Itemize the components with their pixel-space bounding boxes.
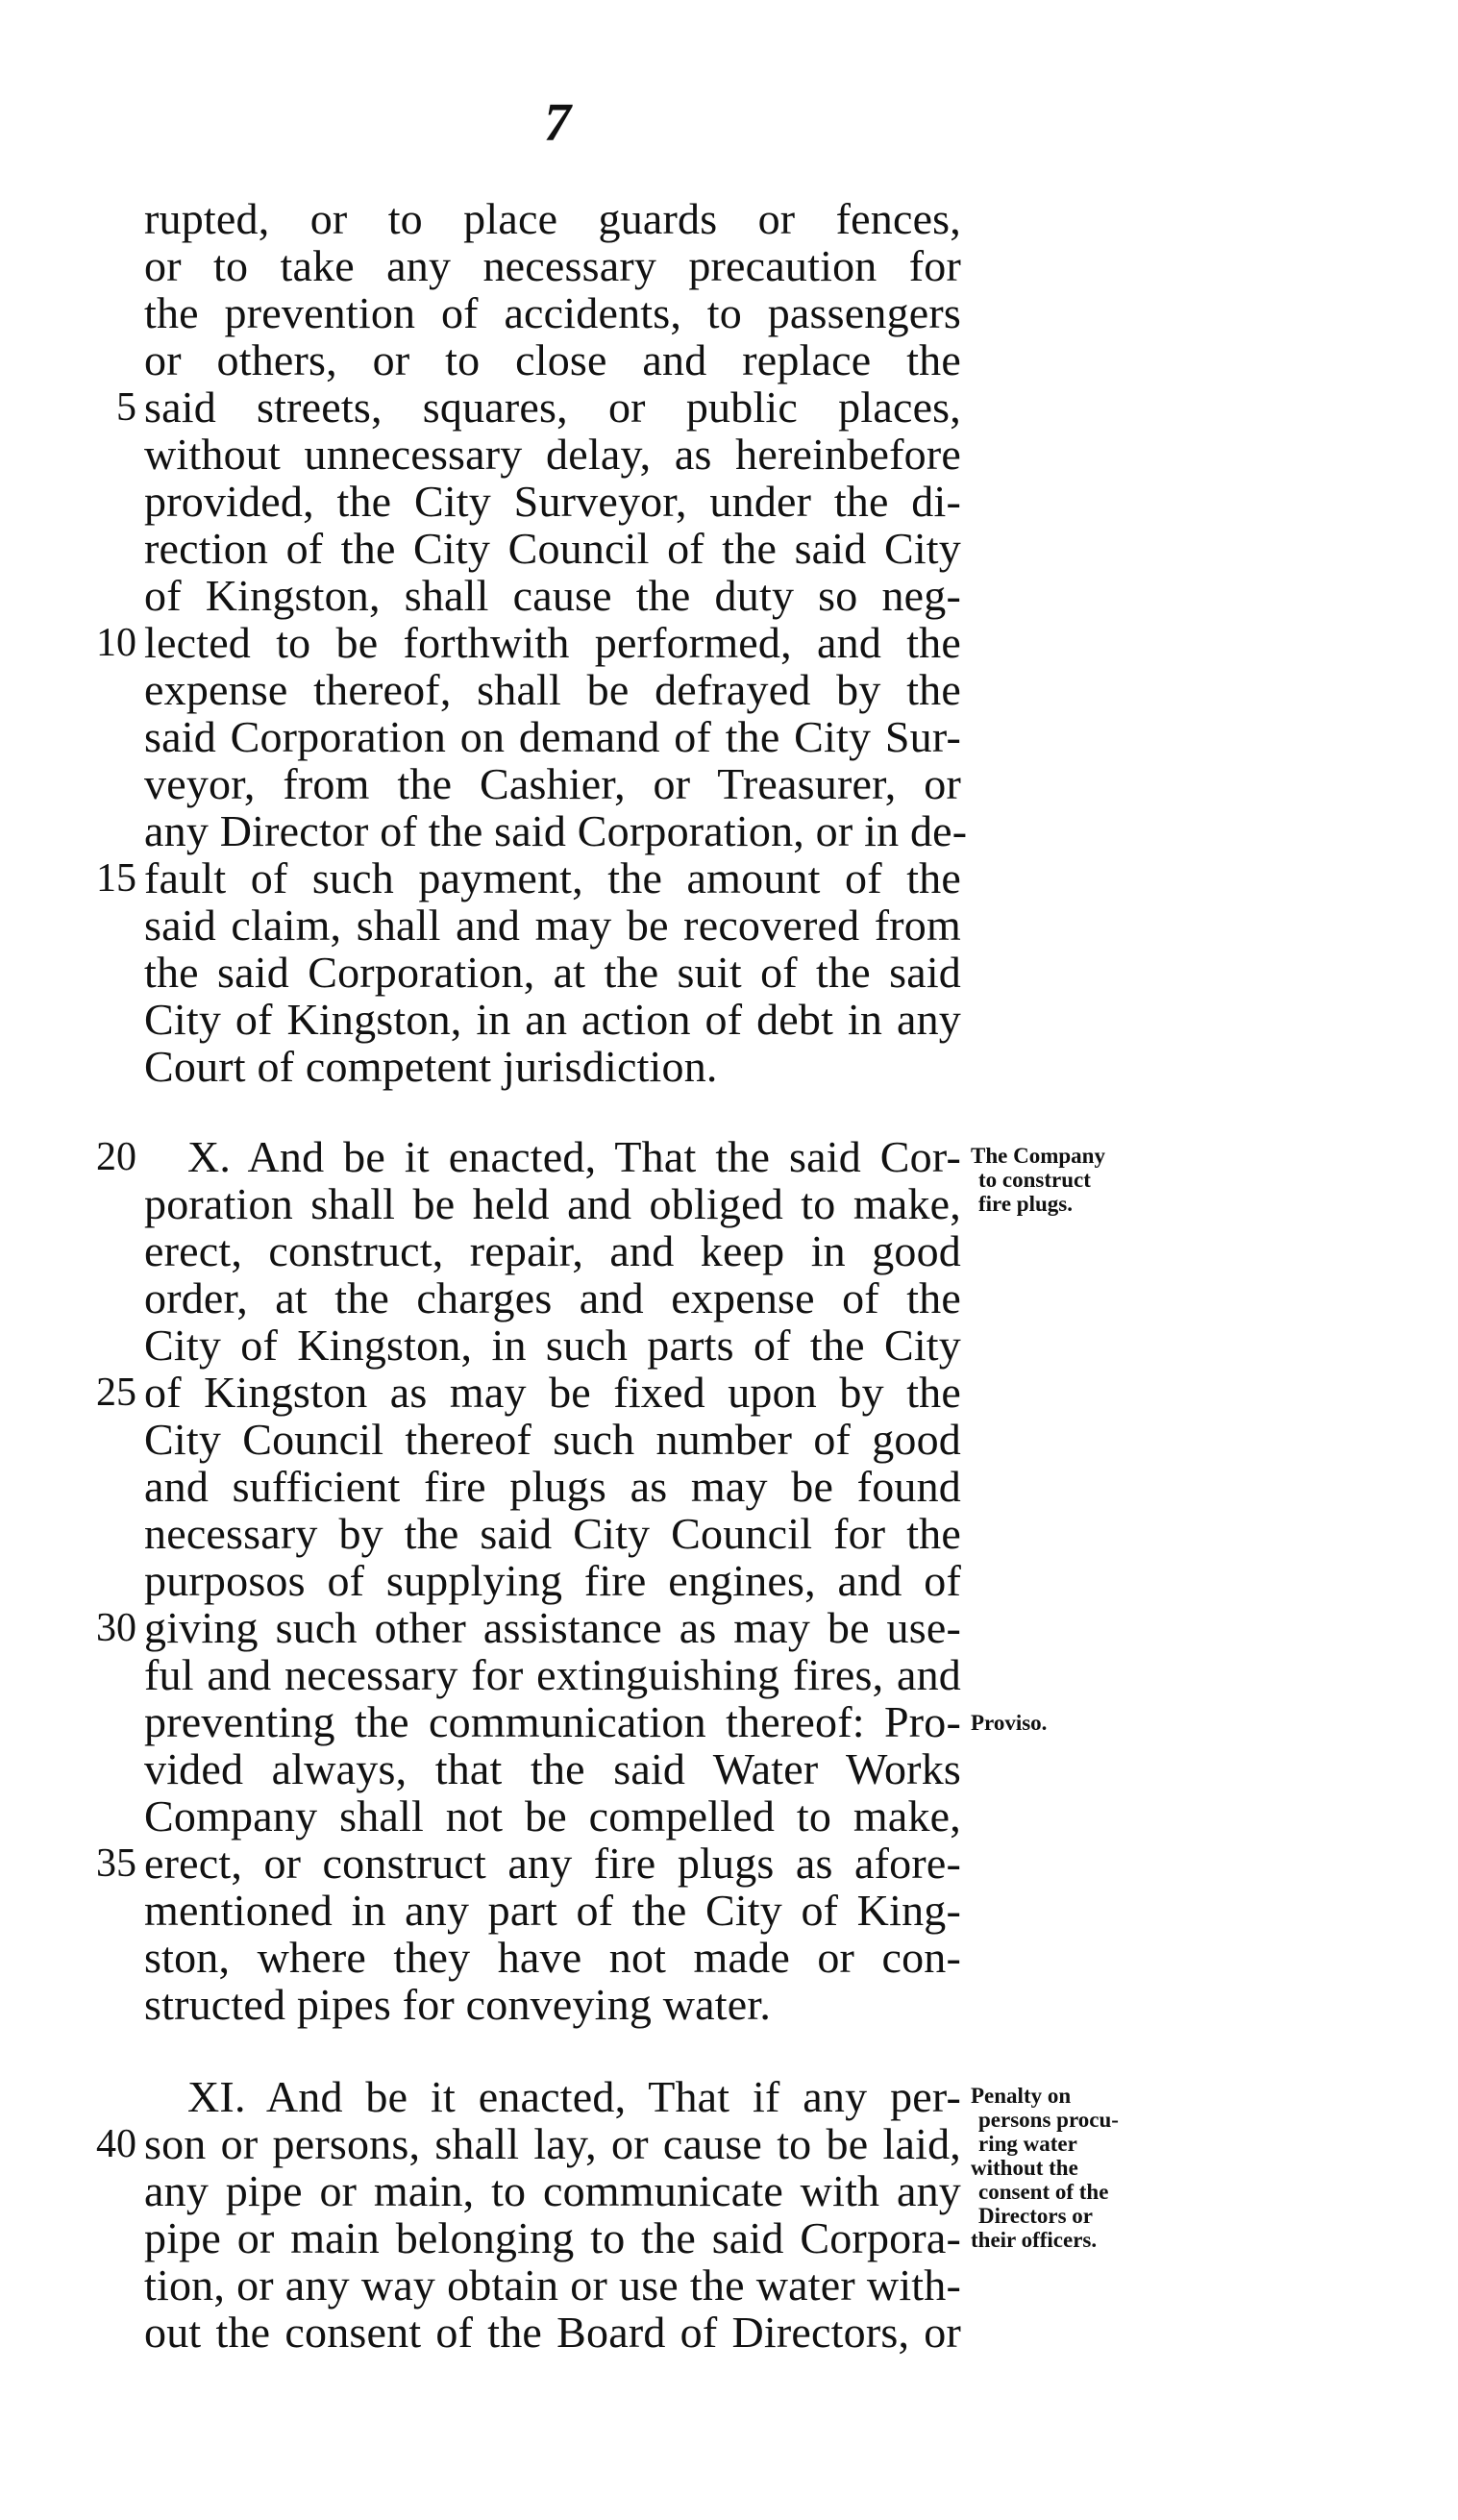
margin-note-line: ring water <box>978 2132 1077 2156</box>
margin-note-line: Proviso. <box>971 1711 1048 1735</box>
text-line: rupted, or to place guards or fences, <box>144 194 961 243</box>
text-line: provided, the City Surveyor, under the di- <box>144 477 961 526</box>
text-line: any Director of the said Corporation, or in de- <box>144 806 968 855</box>
text-line: the prevention of accidents, to passengers <box>144 288 961 337</box>
text-line: said Corporation on demand of the City Sur- <box>144 712 961 761</box>
line-number: 10 <box>96 621 136 665</box>
margin-note-line: Penalty on <box>971 2084 1072 2108</box>
margin-note-penalty <box>971 2084 1173 2252</box>
text-line: ston, where they have not made or con- <box>144 1933 961 1982</box>
text-line: fault of such payment, the amount of the <box>144 853 961 902</box>
text-line: of Kingston, shall cause the duty so neg- <box>144 571 961 620</box>
text-line: out the consent of the Board of Directors, or <box>144 2308 961 2357</box>
text-line: said streets, squares, or public places, <box>144 383 961 432</box>
margin-note-proviso <box>971 1711 1173 1735</box>
margin-note-line: The Company <box>971 1144 1105 1168</box>
text-line: City Council thereof such number of good <box>144 1415 961 1464</box>
text-line: any pipe or main, to communicate with any <box>144 2166 961 2215</box>
margin-note-line: persons procu- <box>978 2108 1119 2132</box>
text-line: tion, or any way obtain or use the water with- <box>144 2261 961 2310</box>
line-number: 25 <box>96 1371 136 1415</box>
text-line: poration shall be held and obliged to make, <box>144 1179 961 1228</box>
text-line: giving such other assistance as may be use- <box>144 1603 961 1652</box>
page-number: 7 <box>544 93 571 153</box>
text-line: of Kingston as may be fixed upon by the <box>144 1368 961 1417</box>
text-line: purposos of supplying fire engines, and of <box>144 1556 961 1605</box>
text-line: the said Corporation, at the suit of the said <box>144 948 961 997</box>
margin-note-line: their officers. <box>971 2228 1098 2252</box>
text-line: son or persons, shall lay, or cause to be laid, <box>144 2119 961 2168</box>
text-line: without unnecessary delay, as hereinbefore <box>144 430 961 479</box>
text-line: erect, construct, repair, and keep in good <box>144 1226 961 1275</box>
line-number: 40 <box>96 2122 136 2166</box>
text-line: Company shall not be compelled to make, <box>144 1791 961 1841</box>
text-line: preventing the communication thereof: Pro- <box>144 1697 961 1746</box>
text-line: or to take any necessary precaution for <box>144 241 961 290</box>
text-line: order, at the charges and expense of the <box>144 1273 961 1322</box>
text-line: and sufficient fire plugs as may be found <box>144 1462 961 1511</box>
line-number: 35 <box>96 1841 136 1886</box>
text-line: said claim, shall and may be recovered from <box>144 901 961 950</box>
line-number: 20 <box>96 1135 136 1179</box>
text-line: erect, or construct any fire plugs as afore- <box>144 1839 961 1888</box>
text-line: or others, or to close and replace the <box>144 335 961 384</box>
section-heading-line: XI. And be it enacted, That if any per- <box>187 2072 961 2121</box>
line-number: 5 <box>116 385 136 430</box>
text-line: City of Kingston, in such parts of the City <box>144 1321 961 1370</box>
text-line: veyor, from the Cashier, or Treasurer, or <box>144 759 961 808</box>
margin-note-line: fire plugs. <box>978 1192 1073 1216</box>
text-line: rection of the City Council of the said City <box>144 524 961 573</box>
text-line: vided always, that the said Water Works <box>144 1744 961 1793</box>
text-line: ful and necessary for extinguishing fires, and <box>144 1650 961 1699</box>
text-line: expense thereof, shall be defrayed by the <box>144 665 961 714</box>
text-line: Court of competent jurisdiction. <box>144 1042 718 1091</box>
margin-note-line: consent of the <box>978 2180 1109 2204</box>
margin-note-fire-plugs <box>971 1144 1173 1216</box>
margin-note-line: without the <box>971 2156 1078 2180</box>
text-line: mentioned in any part of the City of King- <box>144 1886 961 1935</box>
text-line: necessary by the said City Council for the <box>144 1509 961 1558</box>
text-line: structed pipes for conveying water. <box>144 1980 772 2029</box>
margin-note-line: Directors or <box>978 2204 1093 2228</box>
text-line: lected to be forthwith performed, and the <box>144 618 961 667</box>
margin-note-line: to construct <box>978 1168 1091 1192</box>
line-number: 15 <box>96 856 136 901</box>
section-heading-line: X. And be it enacted, That the said Cor- <box>187 1132 961 1181</box>
text-line: pipe or main belonging to the said Corpora- <box>144 2213 961 2262</box>
text-line: City of Kingston, in an action of debt in any <box>144 995 961 1044</box>
line-number: 30 <box>96 1606 136 1650</box>
